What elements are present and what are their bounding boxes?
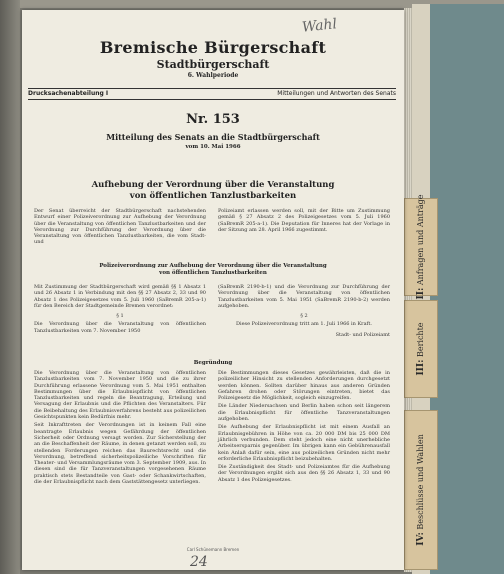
regulation-heading-line-1: Polizeiverordnung zur Aufhebung der Verordnung über die Veranstaltung: [99, 263, 327, 269]
printer-imprint: Carl Schünemann Bremen: [186, 547, 240, 552]
document-page: [22, 10, 404, 570]
reasoning-left: [34, 370, 206, 487]
regulation-preamble: Mit Zustimmung der Stadtbürgerschaft wird gemäß §§ 1 Absatz 1 und 26 Absatz 1 in Verbindung mit den §§ 27 Absatz 2, 33 und 90 Absatz 1 des Polizeigesetzes vom 5. Juli 1960 (SaBremR 205-a-1) für den Bereich der Stadtgemeinde Bremen verordnet:: [34, 284, 206, 309]
tab-anfragen-antraege[interactable]: [404, 194, 438, 300]
regulation-heading: [52, 263, 374, 277]
intro-right-text: Polizeiamt erlassen werden soll, mit der Bitte um Zustimmung gemäß § 27 Absatz 2 des Polizeigesetzes vom 5. Juli 1960 (SaBremR 205-a-1). Die Deputation für Inneres hat der Vorlage in der Sitzung am 28. April 1966 zugestimmt.: [218, 208, 390, 233]
election-period: 6. Wahlperiode: [187, 72, 239, 79]
signature: Stadt- und Polizeiamt: [335, 331, 390, 338]
handwritten-page-number: 24: [190, 554, 208, 570]
regulation-right: [218, 284, 390, 340]
divider: [28, 99, 396, 100]
department-right: Mitteilungen und Antworten des Senats: [277, 90, 396, 97]
paragraph-2-text: Diese Polizeiverordnung tritt am 1. Juli 1966 in Kraft.: [235, 321, 373, 328]
reasoning-right-4: Die Zuständigkeit des Stadt- und Polizeiamtes für die Aufhebung der Verordnungen ergibt sich aus den §§ 26 Absatz 1, 33 und 90 Absatz 1 des Polizeigesetzes.: [218, 464, 390, 483]
tab-berichte[interactable]: [404, 300, 438, 398]
tab-label: Berichte: [416, 322, 425, 358]
document-subject: [22, 180, 404, 202]
reasoning-left-2: Seit Inkrafttreten der Verordnungen ist in keinem Fall eine beantragte Erlaubnis wegen Gefährdung der öffentlichen Sicherheit oder Ordnung versagt worden. Zur Sicherstellung der an die Beschaffenheit der Räume, in denen getanzt werden soll, zu stellenden Forderungen reichen das Baurechtsrecht und die Verordnung, betreffend sicherheitspolizeiliche Vorschriften für Theater- und Versammlungsräume vom 3. September 1909, aus. In diesen sind die für Tanzveranstaltungen vorgesehenen Räume praktisch stets Bestandteile von Gast- oder Schankwirtschaften, die der Erlaubnispflicht nach dem Gaststättengesetz unterliegen.: [34, 422, 206, 486]
tab-number: II:: [416, 287, 426, 300]
page-subtitle: Stadtbürgerschaft: [156, 58, 270, 71]
document-number: Nr. 153: [186, 112, 240, 127]
intro-left: [34, 208, 206, 248]
reasoning-right: [218, 370, 390, 485]
tab-label: Beschlüsse und Wahlen: [416, 434, 425, 530]
regulation-continuation: (SaBremR 2190-b-1) und die Verordnung zur Durchführung der Verordnung über die Veranstaltung von öffentlichen Tanzlustbarkeiten vom 5. Mai 1951 (SaBremR 2190-b-2) werden aufgehoben.: [218, 284, 390, 309]
tab-label: Anfragen und Anträge: [416, 194, 425, 286]
reasoning-left-1: Die Verordnung über die Veranstaltung von öffentlichen Tanzlustbarkeiten vom 7. November 1950 und die zu ihrer Durchführung erlassene Verordnung vom 5. Mai 1951 enthalten Bestimmungen über die Erlaubnispflicht von öffentlichen Tanzlustbarkeiten und regeln die Beantragung, Erteilung und Versagung der Erlaubnis und die Pflichten des Veranstalters. Für die Beibehaltung des Erlaubnisverfahrens besteht aus polizeilichen Gesichtspunkten kein Bedürfnis mehr.: [34, 370, 206, 421]
handwritten-note: Wahl: [301, 16, 338, 36]
intro-right: [218, 208, 390, 235]
page-title: Bremische Bürgerschaft: [99, 38, 327, 57]
paragraph-2-heading: § 2: [300, 313, 308, 320]
document-date: vom 10. Mai 1966: [185, 144, 241, 150]
subject-line-2: von öffentlichen Tanzlustbarkeiten: [129, 191, 297, 201]
regulation-left: [34, 284, 206, 336]
regulation-heading-line-2: von öffentlichen Tanzlustbarkeiten: [159, 270, 267, 276]
document-heading: Mitteilung des Senats an die Stadtbürgerschaft: [106, 132, 320, 142]
reasoning-right-3: Die Aufhebung der Erlaubnispflicht ist mit einem Ausfall an Erlaubnisgebühren in Höhe von ca. 20 000 DM bis 25 000 DM jährlich verbunden. Dem steht jedoch eine nicht unerhebliche Arbeitsersparnis gegenüber. Im übrigen kann ein Gebührenausfall kein Anlaß dafür sein, eine aus polizeilichen Gründen nicht mehr erforderliche Erlaubnispflicht beizubehalten.: [218, 424, 390, 462]
paragraph-1-text: Die Verordnung über die Veranstaltung von öffentlichen Tanzlustbarkeiten vom 7. November 1950: [34, 321, 206, 334]
reasoning-right-2: Die Länder Niedersachsen und Berlin haben schon seit längerem die Erlaubnispflicht für öffentliche Tanzveranstaltungen aufgehoben.: [218, 403, 390, 423]
intro-left-text: Der Senat überreicht der Stadtbürgerschaft nachstehenden Entwurf einer Polizeiverordnung zur Aufhebung der Verordnung über die Veranstaltung von öffentlichen Tanzlustbarkeiten und der Verordnung zur Durchführung der Verordnung über die Veranstaltung von öffentlichen Tanzlustbarkeiten, die vom Stadt- und: [34, 208, 206, 246]
subject-line-1: Aufhebung der Verordnung über die Veranstaltung: [91, 180, 335, 190]
tab-number: III:: [416, 359, 426, 376]
reasoning-right-1: Die Bestimmungen dieses Gesetzes gewährleisten, daß die in polizeilicher Hinsicht zu stellenden Anforderungen durchgesetzt werden können. Sollten darüber hinaus aus anderen Gründen Gefahren drohen oder Störungen eintreten, bietet das Polizeigesetz die Möglichkeit, sogleich einzugreifen.: [218, 370, 390, 402]
department-row: [28, 90, 396, 97]
binder-spine: [0, 0, 20, 574]
divider: [28, 88, 396, 89]
tab-beschluesse-wahlen[interactable]: [404, 410, 438, 570]
department-left: Drucksachenabteilung I: [28, 90, 109, 97]
reasoning-heading: Begründung: [193, 360, 233, 366]
paragraph-1-heading: § 1: [116, 313, 124, 320]
tab-number: IV:: [416, 532, 426, 546]
